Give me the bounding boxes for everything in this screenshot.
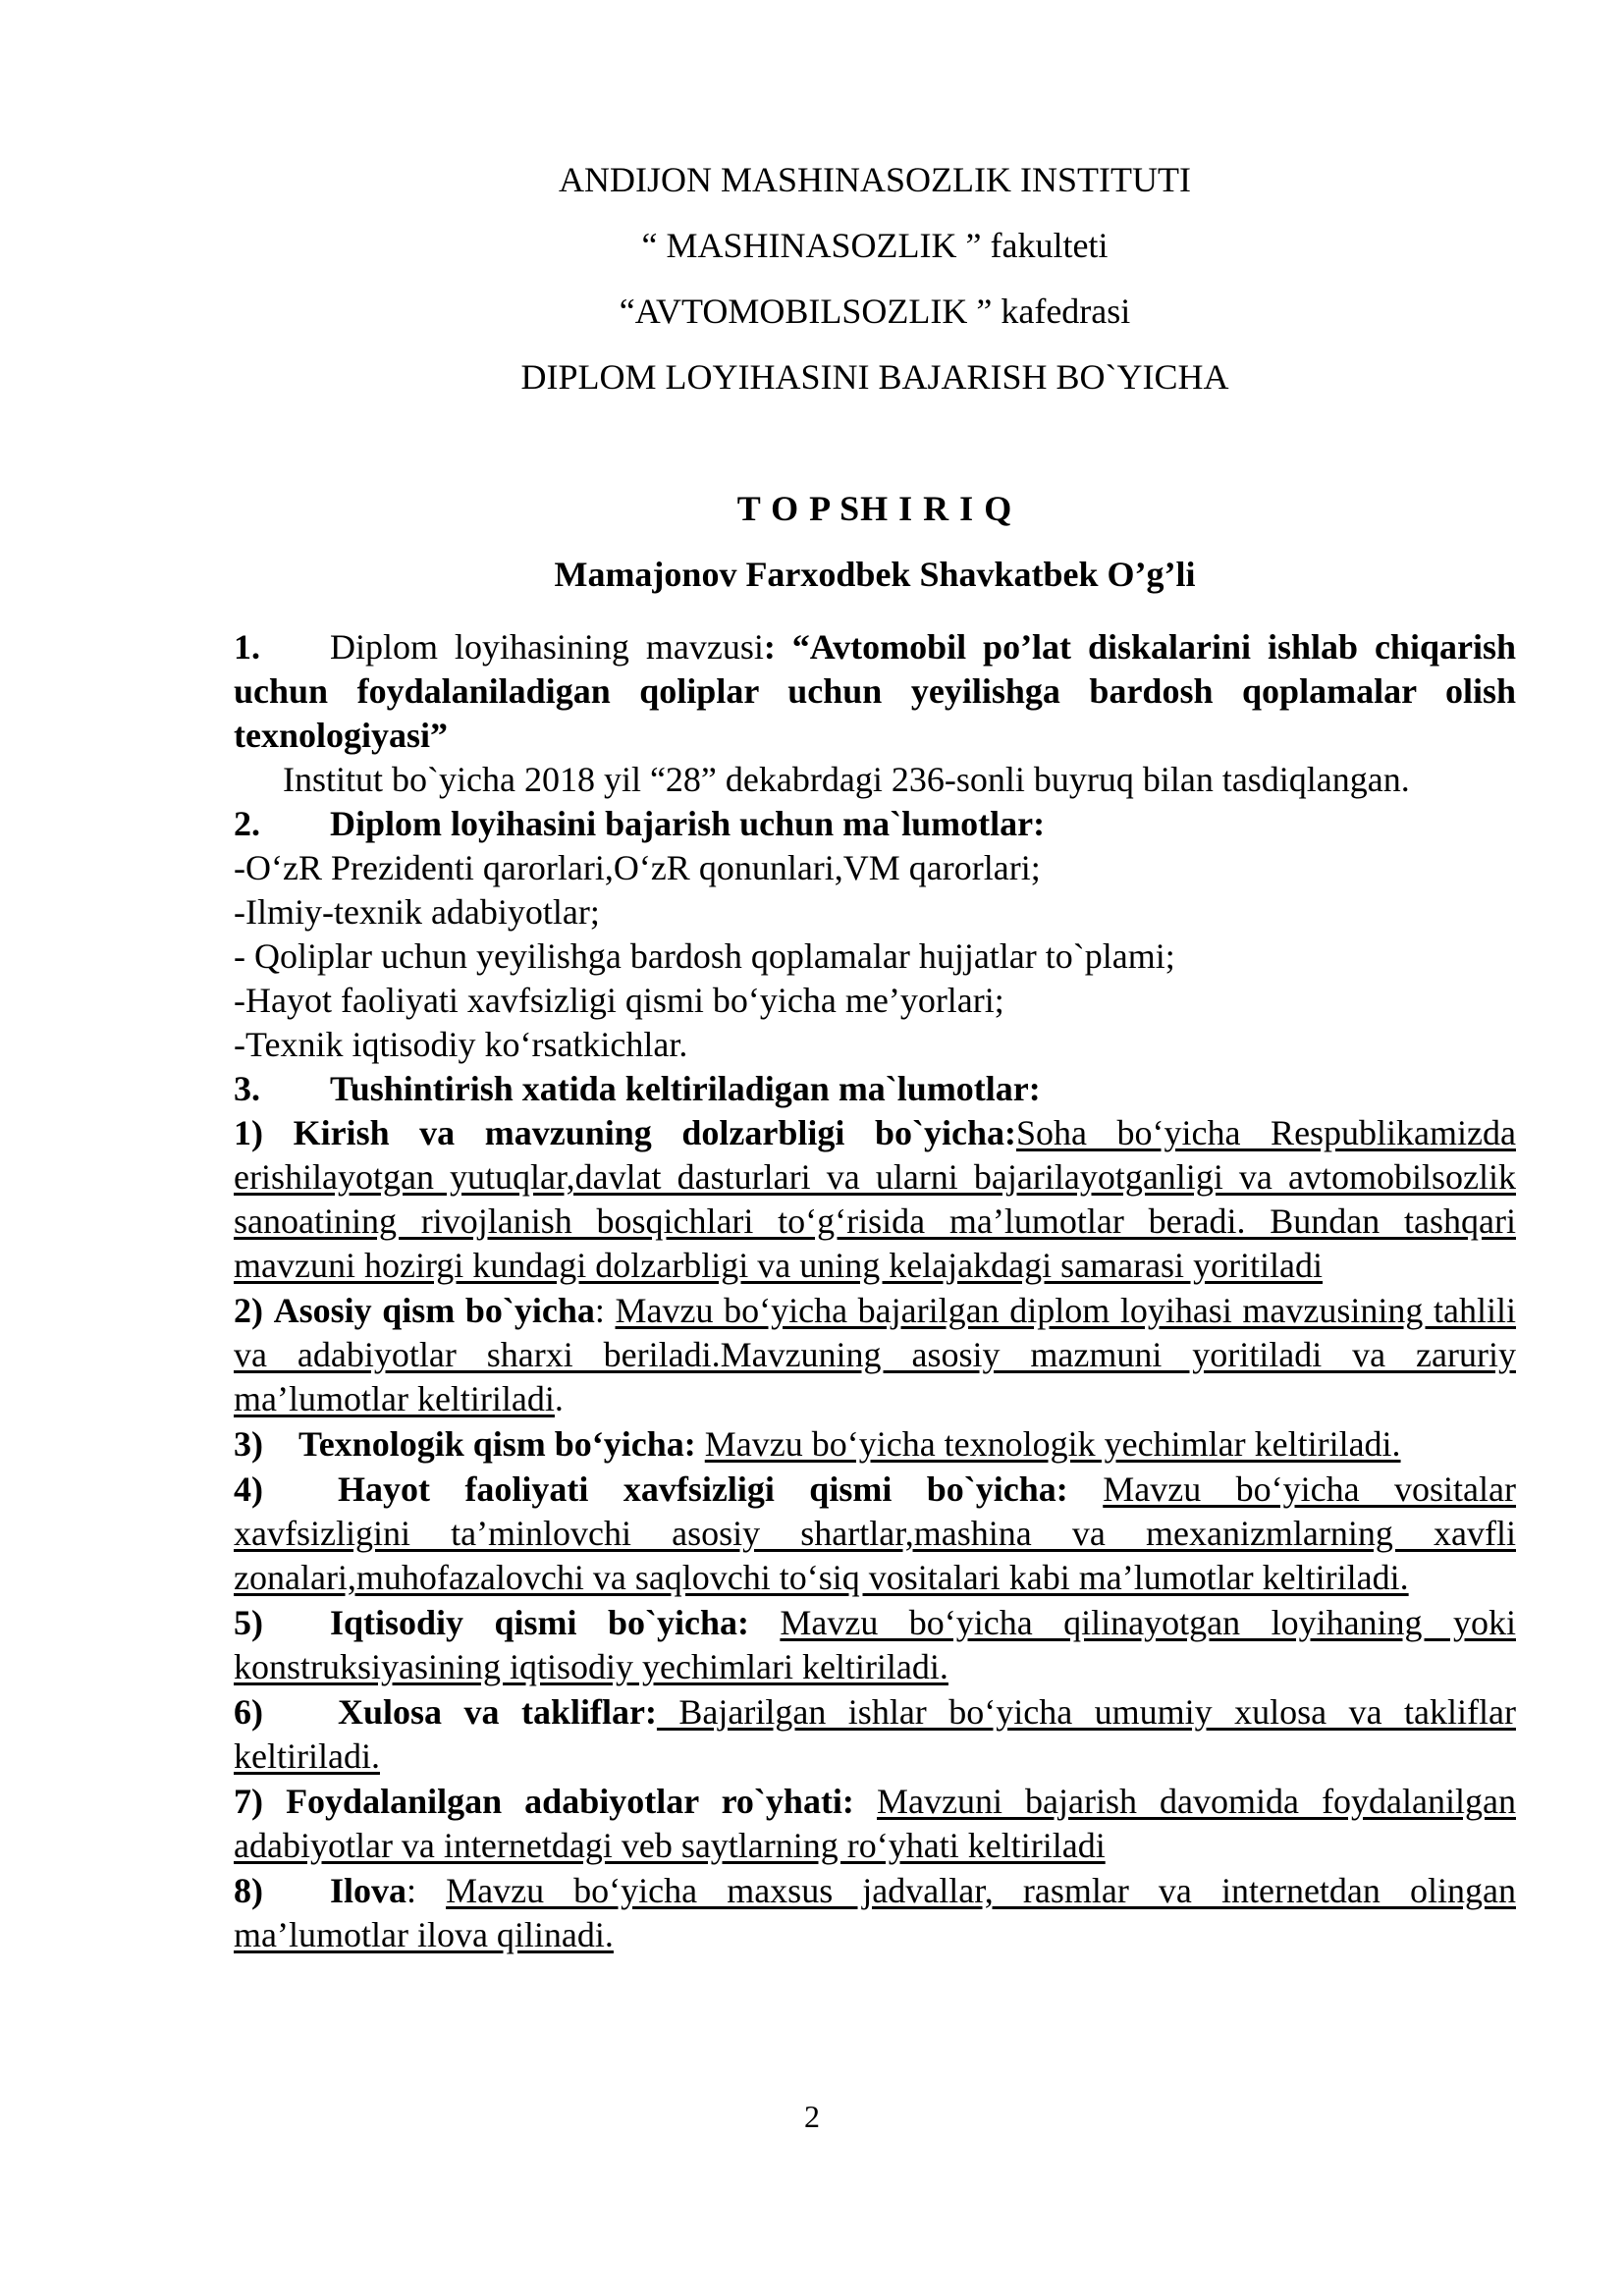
subsection-2 — [234, 1289, 1516, 1421]
subsection-sep: : — [406, 1871, 447, 1910]
section-1-label: Diplom loyihasining mavzusi — [330, 627, 764, 667]
subsection-number: 8) — [234, 1871, 263, 1910]
section-3-title: Tushintirish xatida keltiriladigan ma`lumotlar: — [330, 1069, 1041, 1108]
list-item: -O‘zR Prezidenti qarorlari,O‘zR qonunlari,VM qarorlari; — [234, 848, 1041, 887]
section-number: 1. — [234, 627, 260, 667]
list-item: -Hayot faoliyati xavfsizligi qismi bo‘yicha me’yorlari; — [234, 981, 1004, 1020]
page-number: 2 — [804, 2099, 820, 2134]
subsection-3 — [234, 1422, 1516, 1467]
subsection-label: Iqtisodiy qismi bo`yicha: — [330, 1603, 749, 1642]
subsection-label: Hayot faoliyati xavfsizligi qismi bo`yicha: — [338, 1469, 1068, 1509]
subsection-sep: : — [594, 1291, 616, 1330]
subsection-text: Mavzu bo‘yicha vositalar xavfsizligini ta’minlovchi asosiy shartlar,mashina va mexanizmlarning xavfli zonalari,muhofazalovchi va saqlovchi to‘siq vositalari kabi ma’lumotlar keltiriladi. — [234, 1469, 1517, 1597]
subsection-5 — [234, 1601, 1516, 1689]
approval-note: Institut bo`yicha 2018 yil “28” dekabrdagi 236-sonli buyruq bilan tasdiqlangan. — [283, 760, 1410, 799]
subsection-text: Mavzu bo‘yicha texnologik yechimlar keltiriladi. — [704, 1424, 1401, 1464]
subsection-text: Mavzu bo‘yicha qilinayotgan loyihaning yoki konstruksiyasining iqtisodiy yechimlari keltiriladi. — [234, 1603, 1516, 1686]
subsection-label: Foydalanilgan adabiyotlar ro`yhati: — [286, 1782, 854, 1821]
subsection-number: 5) — [234, 1603, 263, 1642]
subsection-text: Mavzuni bajarish davomida foydalanilgan adabiyotlar va internetdagi veb saytlarning ro‘yhati keltiriladi — [234, 1782, 1516, 1865]
section-1-colon: : — [763, 627, 776, 667]
spacer — [234, 410, 1516, 476]
document-title: T O P SH I R I Q — [736, 489, 1013, 528]
section-2-heading — [234, 802, 1516, 846]
student-name: Mamajonov Farxodbek Shavkatbek O’g’li — [554, 555, 1196, 594]
subsection-8 — [234, 1869, 1516, 1957]
subsection-number: 4) — [234, 1469, 263, 1509]
subsection-number: 7) — [234, 1782, 263, 1821]
document-purpose: DIPLOM LOYIHASINI BAJARISH BO`YICHA — [520, 357, 1229, 397]
document-page — [234, 147, 1516, 1957]
subsection-text: Soha bo‘yicha Respublikamizda erishilayotgan yutuqlar,davlat dasturlari va ularni bajarilayotganligi va avtomobilsozlik sanoatining rivojlanish bosqichlari to‘g‘risida ma’lumotlar beradi. Bundan tashqari mavzuni hozirgi kundagi dolzarbligi va uning kelajakdagi samarasi yoritiladi — [234, 1113, 1516, 1285]
section-2-title: Diplom loyihasini bajarish uchun ma`lumotlar: — [330, 804, 1046, 843]
list-item: -Texnik iqtisodiy ko‘rsatkichlar. — [234, 1025, 688, 1064]
section-3-heading — [234, 1067, 1516, 1111]
section-number: 2. — [234, 804, 260, 843]
subsection-number: 3) — [234, 1424, 263, 1464]
subsection-number: 1) — [234, 1113, 263, 1152]
department-name: “AVTOMOBILSOZLIK ” kafedrasi — [619, 292, 1131, 331]
section-1-topic — [234, 625, 1516, 758]
section-number: 3. — [234, 1069, 260, 1108]
document-header — [234, 147, 1516, 410]
subsection-tail: . — [554, 1379, 564, 1418]
subsection-label: Ilova — [330, 1871, 407, 1910]
subsection-label: Texnologik qism bo‘yicha: — [298, 1424, 696, 1464]
subsection-6 — [234, 1690, 1516, 1779]
project-topic: “Avtomobil po’lat diskalarini ishlab chiqarish uchun foydalaniladigan qoliplar uchun yeyilishga bardosh qoplamalar olish texnologiyasi” — [234, 627, 1516, 755]
subsection-text: Mavzu bo‘yicha maxsus jadvallar, rasmlar va internetdan olingan ma’lumotlar ilova qilinadi. — [234, 1871, 1516, 1954]
subsection-number: 2) — [234, 1291, 263, 1330]
document-body — [234, 625, 1516, 1957]
list-item: - Qoliplar uchun yeyilishga bardosh qoplamalar hujjatlar to`plami; — [234, 936, 1175, 976]
institute-name: ANDIJON MASHINASOZLIK INSTITUTI — [559, 160, 1191, 199]
subsection-label: Xulosa va takliflar: — [338, 1692, 657, 1732]
subsection-1 — [234, 1111, 1516, 1288]
subsection-4 — [234, 1468, 1516, 1600]
subsection-number: 6) — [234, 1692, 263, 1732]
subsection-text: Mavzu bo‘yicha bajarilgan diplom loyihasi mavzusining tahlili va adabiyotlar sharxi beriladi.Mavzuning asosiy mazmuni yoritiladi va zaruriy ma’lumotlar keltiriladi — [234, 1291, 1517, 1418]
subsection-text: Bajarilgan ishlar bo‘yicha umumiy xulosa va takliflar keltiriladi. — [234, 1692, 1516, 1776]
subsection-label: Asosiy qism bo`yicha — [273, 1291, 595, 1330]
faculty-name: “ MASHINASOZLIK ” fakulteti — [641, 226, 1109, 265]
subsection-label: Kirish va mavzuning dolzarbligi bo`yicha: — [293, 1113, 1016, 1152]
list-item: -Ilmiy-texnik adabiyotlar; — [234, 892, 600, 932]
subsection-7 — [234, 1780, 1516, 1868]
